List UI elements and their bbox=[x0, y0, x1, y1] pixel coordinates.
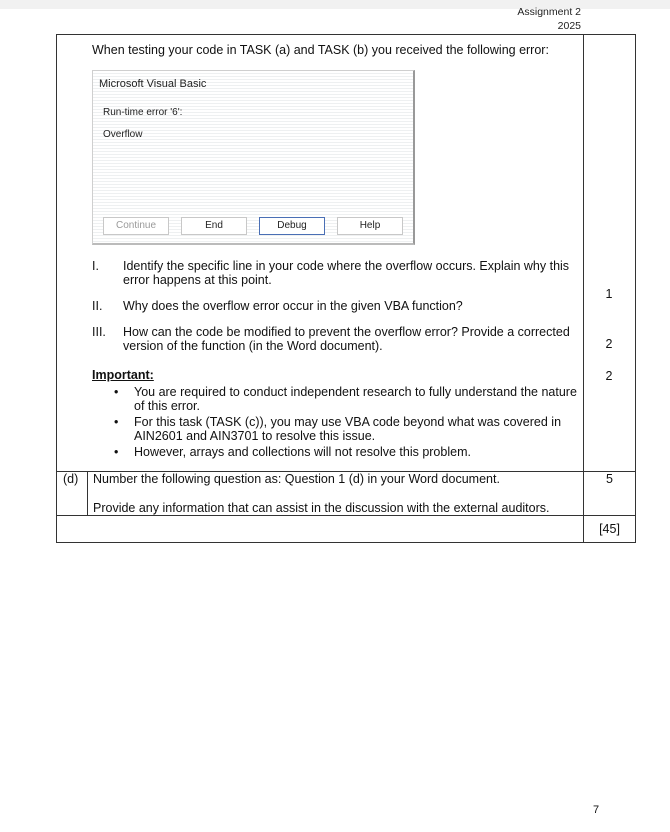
page-number: 7 bbox=[593, 804, 600, 816]
sub-question bbox=[92, 259, 577, 287]
end-button: End bbox=[181, 217, 247, 235]
page-header bbox=[517, 5, 581, 33]
mark-question-2: 2 bbox=[605, 337, 613, 351]
task-d-question: Provide any information that can assist in the discussion with the external auditors. bbox=[93, 501, 550, 515]
help-button: Help bbox=[337, 217, 403, 235]
header-year: 2025 bbox=[557, 20, 581, 32]
error-dialog-image bbox=[92, 70, 415, 245]
task-d-mark: 5 bbox=[584, 472, 636, 516]
debug-button: Debug bbox=[259, 217, 325, 235]
question-table bbox=[56, 34, 636, 543]
total-mark: [45] bbox=[584, 516, 636, 543]
sub-question-number: I. bbox=[92, 259, 99, 273]
header-assignment: Assignment 2 bbox=[517, 6, 581, 18]
important-point-text: However, arrays and collections will not resolve this problem. bbox=[134, 445, 471, 459]
important-point-text: For this task (TASK (c)), you may use VBA code beyond what was covered in AIN2601 and AIN3701 to resolve this issue. bbox=[134, 415, 562, 443]
sub-question bbox=[92, 299, 577, 313]
important-point bbox=[92, 415, 577, 443]
dialog-error-message: Overflow bbox=[103, 129, 143, 140]
important-list bbox=[92, 385, 577, 459]
sub-question-text: Why does the overflow error occur in the given VBA function? bbox=[123, 299, 463, 313]
sub-question bbox=[92, 325, 577, 353]
task-d-instruction: Number the following question as: Question 1 (d) in your Word document. bbox=[93, 472, 500, 486]
task-d-label: (d) bbox=[57, 472, 88, 516]
dialog-title: Microsoft Visual Basic bbox=[99, 78, 207, 90]
total-row bbox=[57, 516, 636, 543]
mark-question-1: 1 bbox=[605, 287, 613, 301]
sub-question-list bbox=[92, 259, 577, 353]
marks-column-c bbox=[584, 35, 636, 472]
important-point bbox=[92, 445, 577, 459]
sub-question-number: II. bbox=[92, 299, 103, 313]
important-heading: Important: bbox=[92, 368, 154, 382]
bullet-icon: • bbox=[114, 445, 119, 459]
sub-question-text: Identify the specific line in your code where the overflow occurs. Explain why this error happens at this point. bbox=[123, 259, 570, 287]
continue-button: Continue bbox=[103, 217, 169, 235]
task-d-row bbox=[57, 472, 636, 516]
task-d-content bbox=[88, 472, 584, 516]
important-point-text: You are required to conduct independent research to fully understand the nature of this error. bbox=[134, 385, 577, 413]
sub-question-number: III. bbox=[92, 325, 106, 339]
total-row-empty bbox=[57, 516, 584, 543]
task-c-content bbox=[57, 35, 584, 472]
bullet-icon: • bbox=[114, 415, 119, 429]
dialog-error-code: Run-time error '6': bbox=[103, 107, 183, 118]
important-point bbox=[92, 385, 577, 413]
bullet-icon: • bbox=[114, 385, 119, 399]
task-c-intro: When testing your code in TASK (a) and TASK (b) you received the following error: bbox=[92, 43, 549, 57]
task-c-row bbox=[57, 35, 636, 472]
mark-question-3: 2 bbox=[605, 369, 613, 383]
sub-question-text: How can the code be modified to prevent the overflow error? Provide a corrected version of the function (in the Word document). bbox=[123, 325, 570, 353]
